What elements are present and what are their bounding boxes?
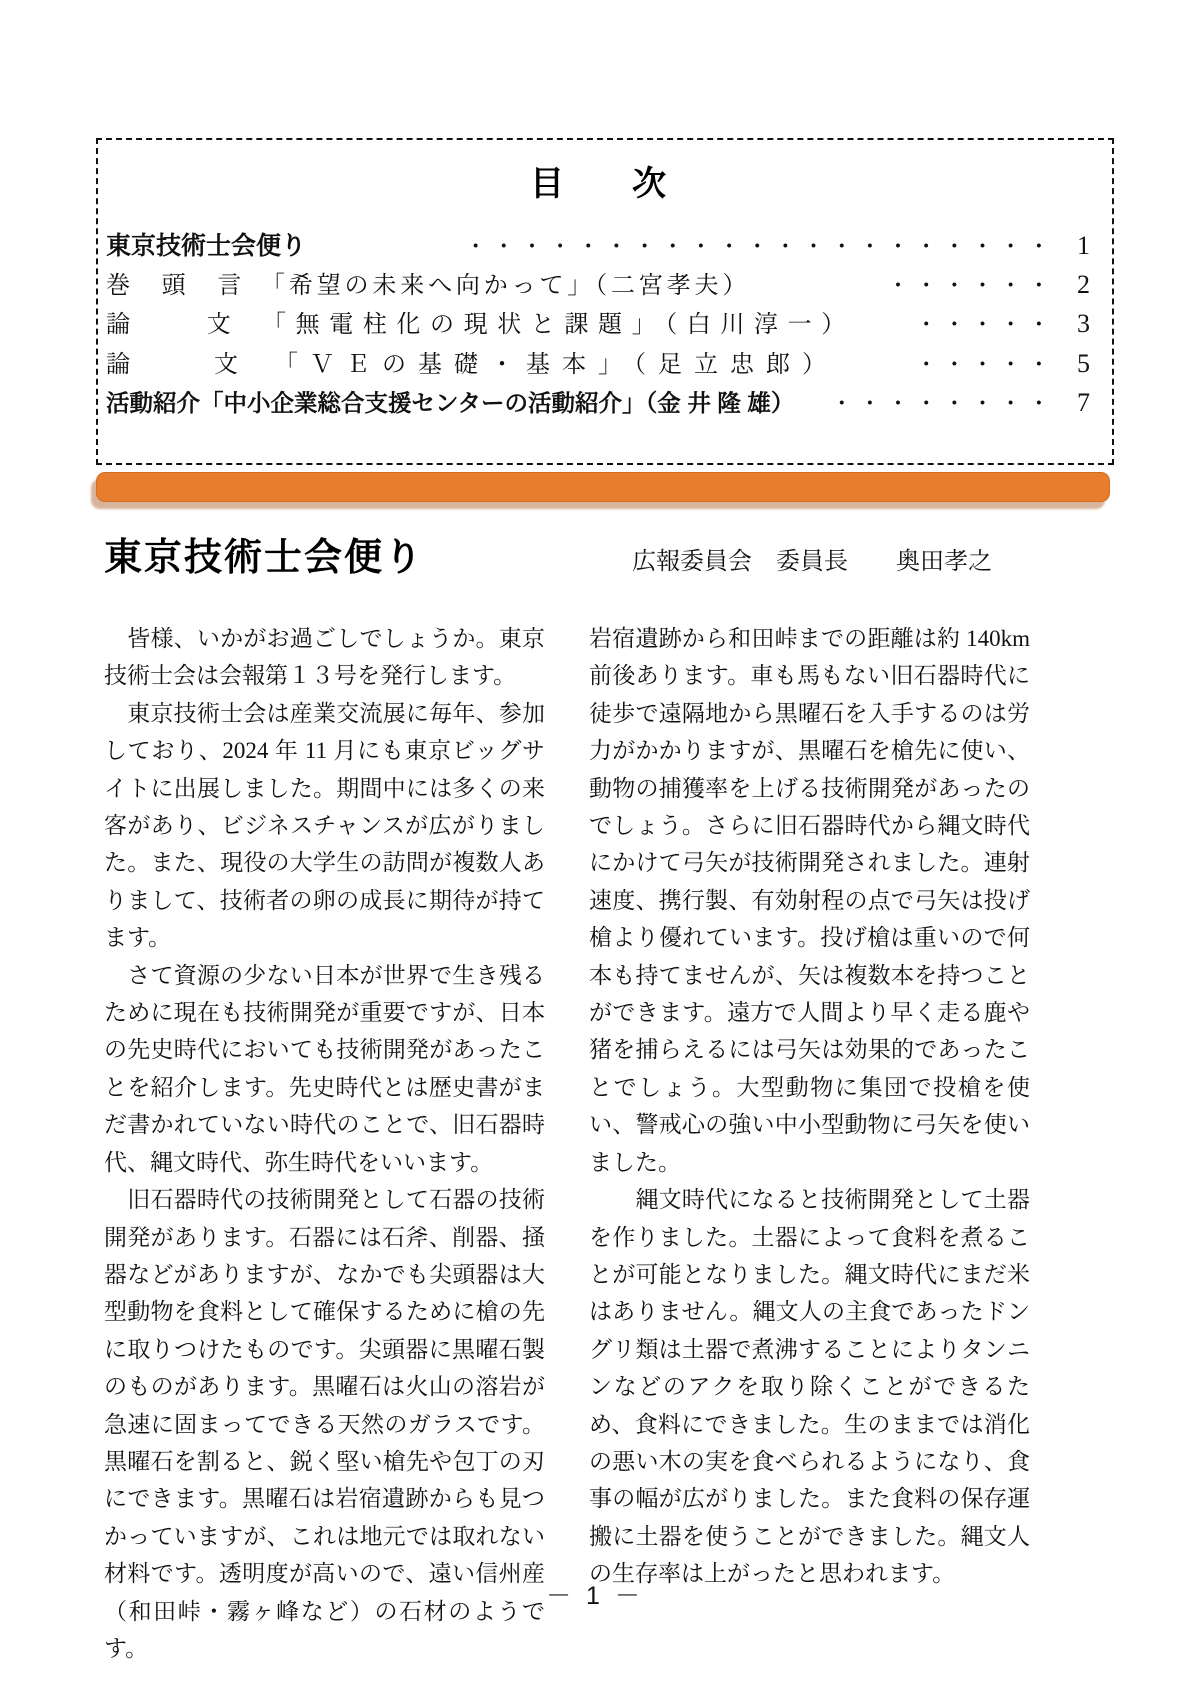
toc-dot-leader: ・・・・・・・・・・・・・・・・・・・・・ xyxy=(464,234,1056,259)
paragraph: 東京技術士会は産業交流展に毎年、参加しており、2024 年 11 月にも東京ビッグサイトに出展しました。期間中には多くの来客があり、ビジネスチャンスが広がりました。また、現役の大学生の訪問が複数人ありまして、技術者の卵の成長に期待が持てます。 xyxy=(104,700,546,951)
column-right xyxy=(589,620,1030,1667)
toc-entry xyxy=(106,305,1090,345)
toc-dot-leader: ・・・・・ xyxy=(915,312,1056,338)
article-title: 東京技術士会便り xyxy=(104,537,425,579)
paragraph: さて資源の少ない日本が世界で生き残るために現在も技術開発が重要ですが、日本の先史時代においても技術開発があったことを紹介します。先史時代とは歴史書がまだ書かれていない時代のことで、旧石器時代、縄文時代、弥生時代をいいます。 xyxy=(104,962,545,1175)
toc-dot-leader: ・・・・・ xyxy=(915,351,1056,377)
toc-page-number: 1 xyxy=(1077,231,1090,260)
toc-title: 目 次 xyxy=(530,165,666,203)
paragraph: 旧石器時代の技術開発として石器の技術開発があります。石器には石斧、削器、掻器などがありますが、なかでも尖頭器は大型動物を食料として確保するために槍の先に取りつけたものです。尖頭器に黒曜石製のものがあります。黒曜石は火山の溶岩が急速に固まってできる天然のガラスです。黒曜石を割ると、鋭く堅い槍先や包丁の刃にできます。黒曜石は岩宿遺跡からも見つかっていますが、これは地元では取れない材料です。透明度が高いので、遠い信州産（和田峠・霧ヶ峰など）の石材のようです。 xyxy=(104,1187,545,1661)
paragraph: 岩宿遺跡から和田峠までの距離は約 140km 前後あります。車も馬もない旧石器時代に徒歩で遠隔地から黒曜石を入手するのは労力がかかりますが、黒曜石を槍先に使い、動物の捕獲率を上げる技術開発があったのでしょう。さらに旧石器時代から縄文時代にかけて弓矢が技術開発されました。連射速度、携行製、有効射程の点で弓矢は投げ槍より優れています。投げ槍は重いので何本も持てませんが、矢は複数本を持つことができます。遠方で人間より早く走る鹿や猪を捕らえるには弓矢は効果的であったことでしょう。大型動物に集団で投槍を使い、警戒心の強い中小型動物に弓矢を使いました。 xyxy=(589,626,1030,1175)
toc-entry-label: 東京技術士会便り xyxy=(106,232,307,260)
toc-entry xyxy=(106,345,1090,385)
toc-page-number: 2 xyxy=(1077,269,1090,299)
toc-entry-label: 論 文 「ＶＥの基礎・基本」（足立忠郎） xyxy=(106,351,838,378)
article-header xyxy=(104,526,1030,581)
paragraph: 縄文時代になると技術開発として土器を作りました。土器によって食料を煮ることが可能となりました。縄文時代にまだ米はありません。縄文人の主食であったドングリ類は土器で煮沸することによりタンニンなどのアクを取り除くことができるため、食料にできました。生のままでは消化の悪い木の実を食べられるようになり、食事の幅が広がりました。また食料の保存運搬に土器を使うことができました。縄文人の生存率は上がったと思われます。 xyxy=(589,1187,1030,1587)
toc-entry xyxy=(106,384,1090,423)
toc-page-number: 7 xyxy=(1077,388,1090,418)
toc-page-number: 3 xyxy=(1077,309,1090,339)
column-left xyxy=(104,620,545,1667)
toc-entry xyxy=(106,227,1090,266)
accent-divider-bar xyxy=(96,472,1110,502)
toc-entry-label: 活動紹介「中小企業総合支援センターの活動紹介」（金 井 隆 雄） xyxy=(106,390,795,417)
toc-page-number: 5 xyxy=(1077,348,1090,378)
toc-dot-leader: ・・・・・・・・ xyxy=(830,391,1056,417)
toc-dot-leader: ・・・・・・ xyxy=(887,272,1056,298)
toc-box xyxy=(96,138,1114,465)
body-columns xyxy=(104,620,1030,1667)
toc-entry xyxy=(106,266,1090,306)
paragraph: 皆様、いかがお過ごしでしょうか。東京技術士会は会報第１３号を発行します。 xyxy=(104,626,545,689)
article-byline: 広報委員会 委員長 奥田孝之 xyxy=(632,549,992,575)
toc-entry-label: 論 文 「無電柱化の現状と課題」（白川淳一） xyxy=(106,312,855,339)
page-number-footer: － 1 － xyxy=(546,1582,644,1610)
toc-entry-label: 巻 頭 言 「希望の未来へ向かって」（二宮孝夫） xyxy=(106,272,751,299)
